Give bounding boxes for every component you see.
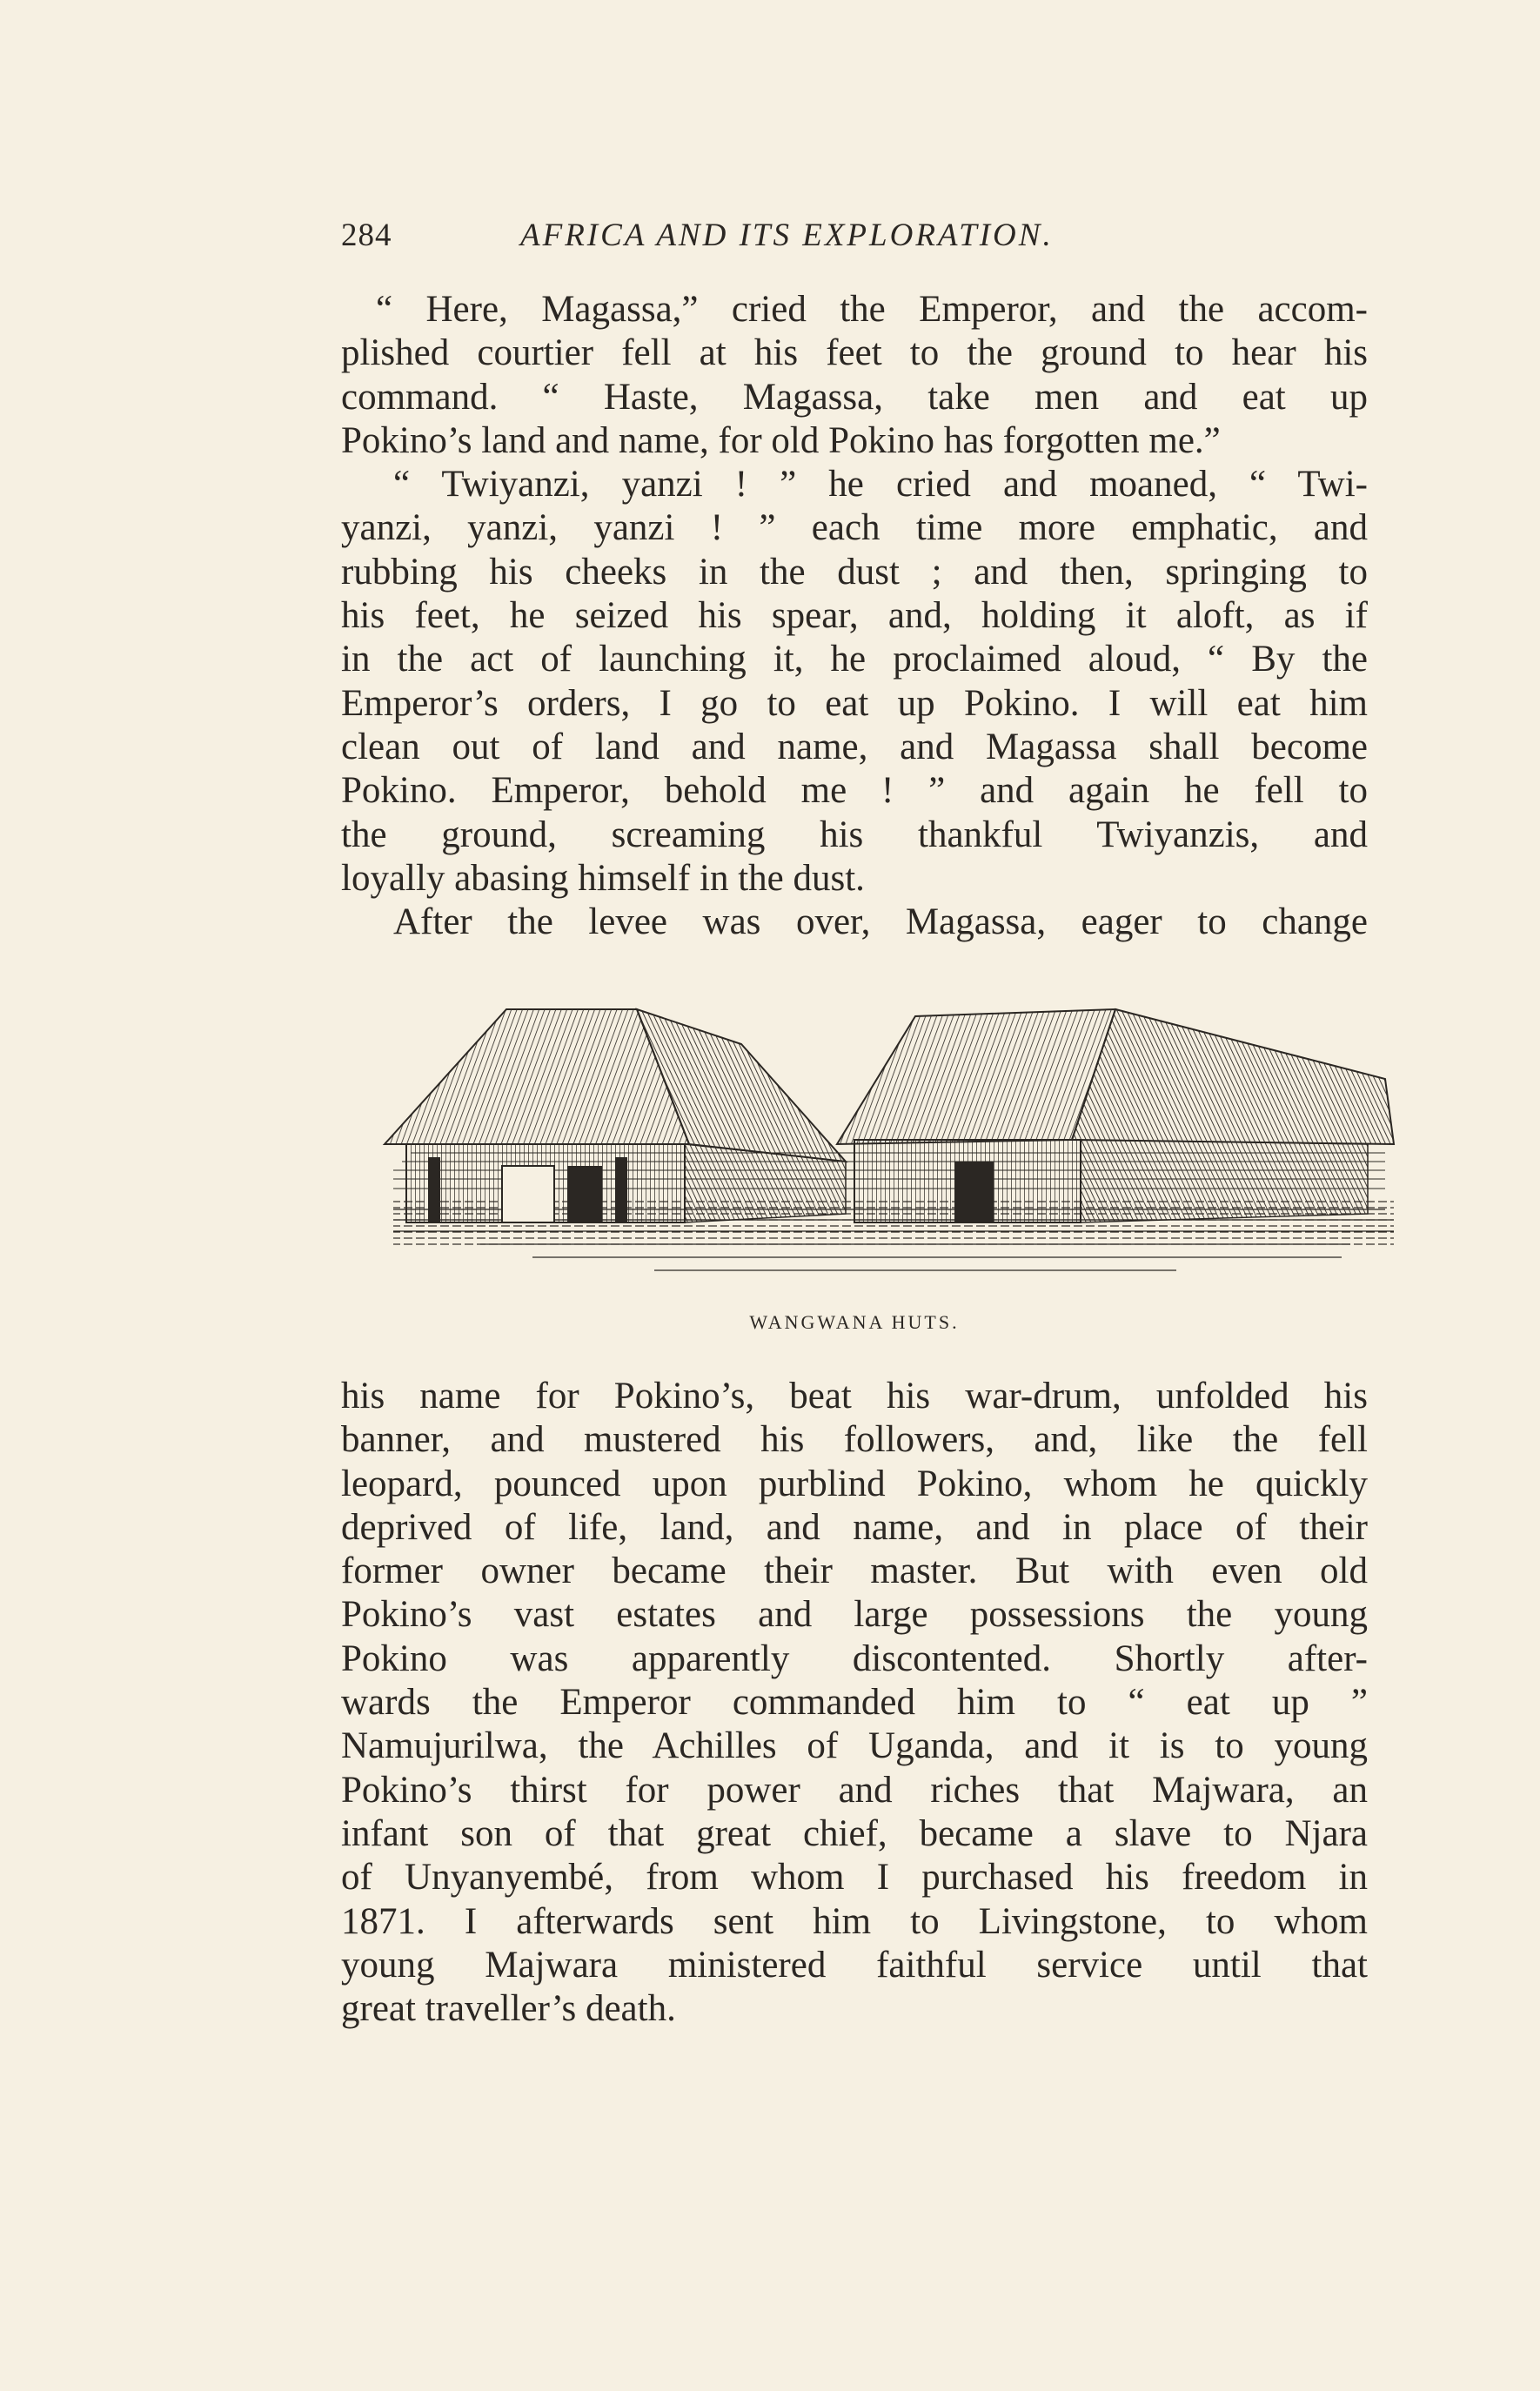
text-line: in the act of launching it, he proclaimed aloud, “ By the: [341, 639, 1368, 680]
body-text-bottom: [341, 1375, 1368, 2031]
text-line: his name for Pokino’s, beat his war-drum, unfolded his: [341, 1376, 1368, 1417]
text-line: Pokino’s thirst for power and riches that Majwara, an: [341, 1769, 1368, 1811]
text-line: wards the Emperor commanded him to “ eat up ”: [341, 1682, 1368, 1724]
text-line: former owner became their master. But with even old: [341, 1550, 1368, 1592]
running-header: [341, 214, 1368, 258]
text-line: plished courtier fell at his feet to the ground to hear his: [341, 332, 1368, 374]
text-line: loyally abasing himself in the dust.: [341, 857, 865, 899]
text-line: Pokino’s vast estates and large possessions the young: [341, 1594, 1368, 1636]
text-line: his feet, he seized his spear, and, holding it aloft, as if: [341, 595, 1368, 637]
text-line: Pokino was apparently discontented. Shortly after-: [341, 1638, 1368, 1679]
text-line: command. “ Haste, Magassa, take men and eat up: [341, 376, 1368, 418]
text-line: rubbing his cheeks in the dust ; and then, springing to: [341, 551, 1368, 593]
text-line: Pokino’s land and name, for old Pokino has forgotten me.”: [341, 419, 1221, 461]
text-line: leopard, pounced upon purblind Pokino, whom he quickly: [341, 1463, 1368, 1504]
right-hut: [837, 1009, 1394, 1222]
wangwana-huts-engraving: [306, 992, 1422, 1314]
text-line: infant son of that great chief, became a slave to Njara: [341, 1812, 1368, 1854]
text-line: banner, and mustered his followers, and, like the fell: [341, 1419, 1368, 1461]
text-line: young Majwara ministered faithful service until that: [341, 1944, 1368, 1986]
page-number: 284: [341, 218, 392, 253]
figure-caption: WANGWANA HUTS.: [749, 1311, 960, 1333]
text-line: the ground, screaming his thankful Twiyanzis, and: [341, 814, 1368, 855]
text-line: “ Twiyanzi, yanzi ! ” he cried and moaned, “ Twi-: [393, 464, 1368, 506]
text-line: Pokino. Emperor, behold me ! ” and again he fell to: [341, 770, 1368, 812]
text-line: After the levee was over, Magassa, eager to change: [393, 901, 1368, 943]
text-line: of Unyanyembé, from whom I purchased his freedom in: [341, 1857, 1368, 1899]
text-line: Emperor’s orders, I go to eat up Pokino. I will eat him: [341, 682, 1368, 724]
body-text-top: [341, 288, 1368, 944]
text-line: deprived of life, land, and name, and in place of their: [341, 1506, 1368, 1548]
text-line: 1871. I afterwards sent him to Livingstone, to whom: [341, 1900, 1368, 1942]
running-title: AFRICA AND ITS EXPLORATION.: [520, 218, 1054, 253]
text-line: clean out of land and name, and Magassa shall become: [341, 726, 1368, 767]
text-line: “ Here, Magassa,” cried the Emperor, and the accom-: [376, 289, 1368, 330]
text-line: great traveller’s death.: [341, 1988, 676, 2030]
text-line: yanzi, yanzi, yanzi ! ” each time more emphatic, and: [341, 507, 1368, 549]
left-hut: [385, 1009, 846, 1222]
text-line: Namujurilwa, the Achilles of Uganda, and it is to young: [341, 1725, 1368, 1767]
